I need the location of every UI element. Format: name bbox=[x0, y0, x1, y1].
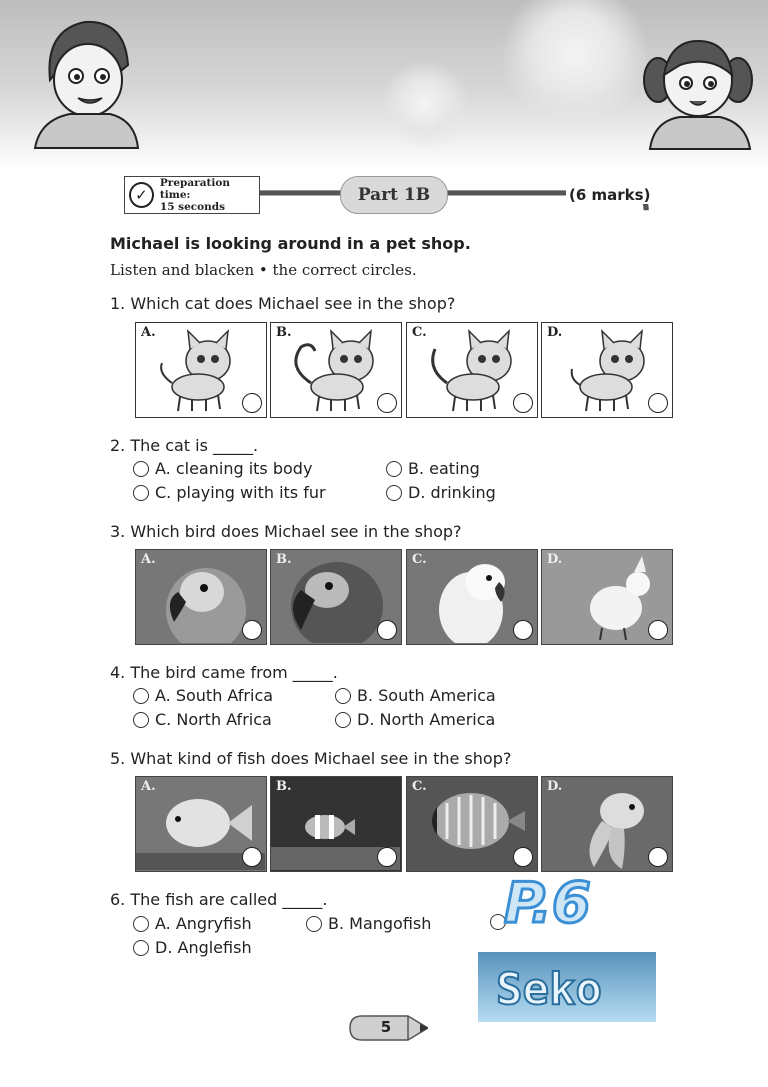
answer-circle[interactable] bbox=[377, 620, 397, 640]
question-1: 1. Which cat does Michael see in the shop? bbox=[110, 294, 456, 313]
boy-illustration bbox=[30, 10, 140, 150]
answer-circle[interactable] bbox=[242, 847, 262, 867]
q3-option-a[interactable] bbox=[135, 549, 267, 645]
question-2: 2. The cat is _____. bbox=[110, 436, 259, 455]
radio-circle[interactable] bbox=[306, 916, 322, 932]
option-letter: A. bbox=[141, 779, 156, 794]
q3-option-d[interactable] bbox=[541, 549, 673, 645]
q1-option-b[interactable] bbox=[270, 322, 402, 418]
question-4: 4. The bird came from _____. bbox=[110, 663, 338, 682]
radio-circle[interactable] bbox=[133, 485, 149, 501]
option-label: C. North Africa bbox=[155, 710, 272, 729]
option-letter: D. bbox=[547, 325, 563, 340]
seko-watermark-logo bbox=[478, 952, 656, 1022]
option-label: B. eating bbox=[408, 459, 480, 478]
part-title: Part 1B bbox=[340, 176, 448, 214]
answer-circle[interactable] bbox=[648, 620, 668, 640]
option-letter: D. bbox=[547, 552, 563, 567]
q2-option-a[interactable] bbox=[133, 459, 312, 478]
radio-circle[interactable] bbox=[133, 916, 149, 932]
instruction-text: Listen and blacken • the correct circles. bbox=[110, 261, 417, 279]
question-5: 5. What kind of fish does Michael see in the shop? bbox=[110, 749, 512, 768]
option-letter: A. bbox=[141, 325, 156, 340]
answer-circle[interactable] bbox=[648, 847, 668, 867]
q1-option-a[interactable] bbox=[135, 322, 267, 418]
option-letter: B. bbox=[276, 325, 292, 340]
intro-text: Michael is looking around in a pet shop. bbox=[110, 234, 471, 253]
answer-circle[interactable] bbox=[377, 393, 397, 413]
option-letter: B. bbox=[276, 779, 292, 794]
seko-watermark-text: Seko bbox=[496, 964, 602, 1015]
option-letter: B. bbox=[276, 552, 292, 567]
checkmark-icon: ✓ bbox=[129, 182, 154, 208]
q3-option-b[interactable] bbox=[270, 549, 402, 645]
radio-circle[interactable] bbox=[386, 485, 402, 501]
preparation-time-box bbox=[124, 176, 260, 214]
question-6: 6. The fish are called _____. bbox=[110, 890, 328, 909]
radio-circle[interactable] bbox=[335, 712, 351, 728]
radio-circle[interactable] bbox=[335, 688, 351, 704]
q3-option-c[interactable] bbox=[406, 549, 538, 645]
answer-circle[interactable] bbox=[513, 847, 533, 867]
q2-option-d[interactable] bbox=[386, 483, 496, 502]
option-letter: D. bbox=[547, 779, 563, 794]
q1-option-d[interactable] bbox=[541, 322, 673, 418]
q1-option-c[interactable] bbox=[406, 322, 538, 418]
radio-circle[interactable] bbox=[133, 712, 149, 728]
page-number: 5 bbox=[380, 1018, 392, 1036]
option-label: A. Angryfish bbox=[155, 914, 252, 933]
option-label: D. North America bbox=[357, 710, 496, 729]
prep-time-value: 15 seconds bbox=[159, 201, 226, 213]
option-letter: C. bbox=[412, 552, 427, 567]
q5-option-a[interactable] bbox=[135, 776, 267, 872]
option-label: A. cleaning its body bbox=[155, 459, 313, 478]
q5-option-b[interactable] bbox=[270, 776, 402, 872]
answer-circle[interactable] bbox=[648, 393, 668, 413]
option-label: A. South Africa bbox=[155, 686, 274, 705]
answer-circle[interactable] bbox=[513, 620, 533, 640]
radio-circle[interactable] bbox=[133, 940, 149, 956]
radio-circle[interactable] bbox=[133, 461, 149, 477]
option-label: C. playing with its fur bbox=[155, 483, 326, 502]
q5-option-c[interactable] bbox=[406, 776, 538, 872]
grade-watermark-text: P.6 bbox=[504, 871, 591, 936]
option-label: D. Anglefish bbox=[155, 938, 252, 957]
q4-option-c[interactable] bbox=[133, 710, 272, 729]
answer-circle[interactable] bbox=[242, 393, 262, 413]
q4-option-a[interactable] bbox=[133, 686, 273, 705]
option-label: D. drinking bbox=[408, 483, 496, 502]
flower-decoration bbox=[380, 60, 470, 150]
radio-circle[interactable] bbox=[133, 688, 149, 704]
q6-option-a[interactable] bbox=[133, 914, 252, 933]
girl-illustration bbox=[640, 25, 755, 150]
q6-option-d[interactable] bbox=[133, 938, 252, 957]
prep-time-label: Preparation time: bbox=[159, 177, 230, 201]
option-label: B. South America bbox=[357, 686, 496, 705]
q4-option-d[interactable] bbox=[335, 710, 495, 729]
option-letter: A. bbox=[141, 552, 156, 567]
q6-option-b[interactable] bbox=[306, 914, 431, 933]
answer-circle[interactable] bbox=[513, 393, 533, 413]
marks-label: (6 marks) bbox=[566, 186, 653, 204]
radio-circle[interactable] bbox=[386, 461, 402, 477]
option-letter: C. bbox=[412, 779, 427, 794]
q2-option-b[interactable] bbox=[386, 459, 480, 478]
q2-option-c[interactable] bbox=[133, 483, 326, 502]
option-label: B. Mangofish bbox=[328, 914, 432, 933]
answer-circle[interactable] bbox=[377, 847, 397, 867]
question-3: 3. Which bird does Michael see in the shop? bbox=[110, 522, 462, 541]
option-letter: C. bbox=[412, 325, 427, 340]
answer-circle[interactable] bbox=[242, 620, 262, 640]
q4-option-b[interactable] bbox=[335, 686, 496, 705]
grade-watermark-logo bbox=[498, 866, 638, 936]
q5-option-d[interactable] bbox=[541, 776, 673, 872]
